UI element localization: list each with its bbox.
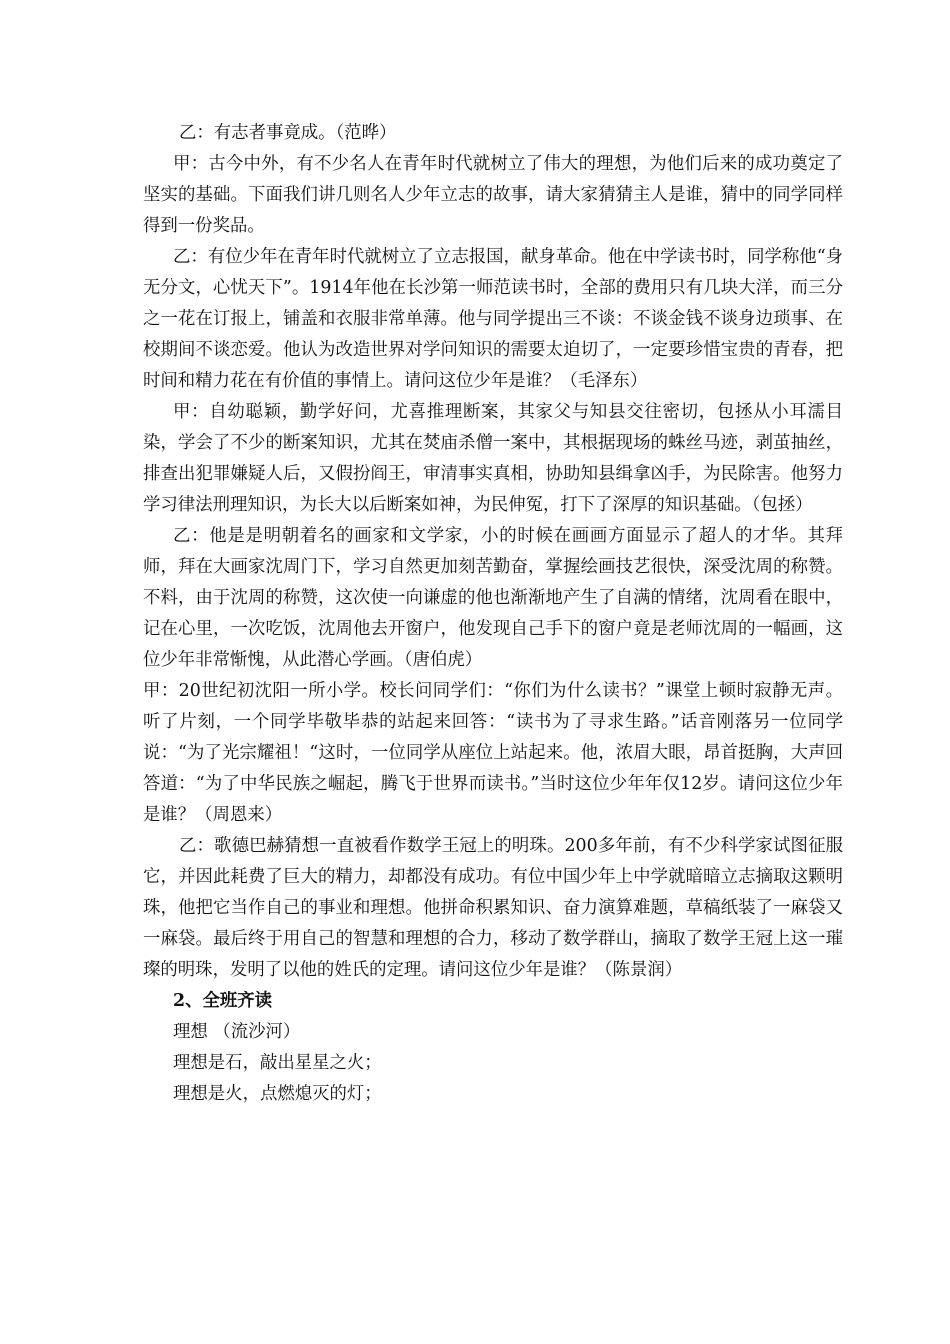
poem-title: 理想 （流沙河） (173, 1022, 301, 1042)
poem-line: 理想是石，敲出星星之火； (173, 1053, 382, 1073)
section-heading: 2、全班齐读 (173, 991, 273, 1011)
paragraph-intro: 甲：古今中外，有不少名人在青年时代就树立了伟大的理想，为他们后来的成功奠定了坚实的基础。下面我们讲几则名人少年立志的故事，请大家猜猜主人是谁，猜中的同学同样得到一份奖品。 (143, 154, 843, 236)
paragraph-mao-zedong: 乙：有位少年在青年时代就树立了立志报国，献身革命。他在中学读书时，同学称他“身无分文，心忧天下”。1914年他在长沙第一师范读书时，全部的费用只有几块大洋，而三分之一花在订报上，铺盖和衣服非常单薄。他与同学提出三不谈：不谈金钱不谈身边琐事、在校期间不谈恋爱。他认为改造世界对学问知识的需要太迫切了，一定要珍惜宝贵的青春，把时间和精力花在有价值的事情上。请问这位少年是谁？（毛泽东） (143, 247, 843, 391)
paragraph-zhou-enlai: 甲：20世纪初沈阳一所小学。校长问同学们：“你们为什么读书？”课堂上顿时寂静无声。听了片刻，一个同学毕敬毕恭的站起来回答：“读书为了寻求生路。”话音刚落另一位同学说：“为了光宗耀祖！“这时，一位同学从座位上站起来。他，浓眉大眼，昂首挺胸，大声回答道：“为了中华民族之崛起，腾飞于世界而读书。”当时这位少年年仅12岁。请问这位少年是谁？（周恩来） (143, 681, 843, 825)
paragraph-fan-ye-quote: 乙：有志者事竟成。（范晔） (179, 123, 397, 143)
poem-line: 理想是火，点燃熄灭的灯； (173, 1084, 382, 1104)
document-page (143, 118, 843, 1110)
paragraph-chen-jingrun: 乙：歌德巴赫猜想一直被看作数学王冠上的明珠。200多年前，有不少科学家试图征服它，并因此耗费了巨大的精力，却都没有成功。有位中国少年上中学就暗暗立志摘取这颗明珠，他把它当作自己的事业和理想。他拼命积累知识、奋力演算难题，草稿纸装了一麻袋又一麻袋。最后终于用自己的智慧和理想的合力，移动了数学群山，摘取了数学王冠上这一璀璨的明珠，发明了以他的姓氏的定理。请问这位少年是谁？（陈景润） (143, 836, 843, 980)
paragraph-bao-zheng: 甲：自幼聪颖，勤学好问，尤喜推理断案，其家父与知县交往密切，包拯从小耳濡目染，学会了不少的断案知识，尤其在焚庙杀僧一案中，其根据现场的蛛丝马迹，剥茧抽丝，排查出犯罪嫌疑人后，又假扮阎王，审清事实真相，协助知县缉拿凶手，为民除害。他努力学习律法刑理知识，为长大以后断案如神，为民伸冤，打下了深厚的知识基础。（包拯） (143, 402, 843, 515)
paragraph-tang-bohu: 乙：他是是明朝着名的画家和文学家，小的时候在画画方面显示了超人的才华。其拜师，拜在大画家沈周门下，学习自然更加刻苦勤奋，掌握绘画技艺很快，深受沈周的称赞。不料，由于沈周的称赞，这次使一向谦虚的他也渐渐地产生了自满的情绪，沈周看在眼中，记在心里，一次吃饭，沈周他去开窗户，他发现自己手下的窗户竟是老师沈周的一幅画，这位少年非常惭愧，从此潜心学画。（唐伯虎） (143, 526, 843, 670)
